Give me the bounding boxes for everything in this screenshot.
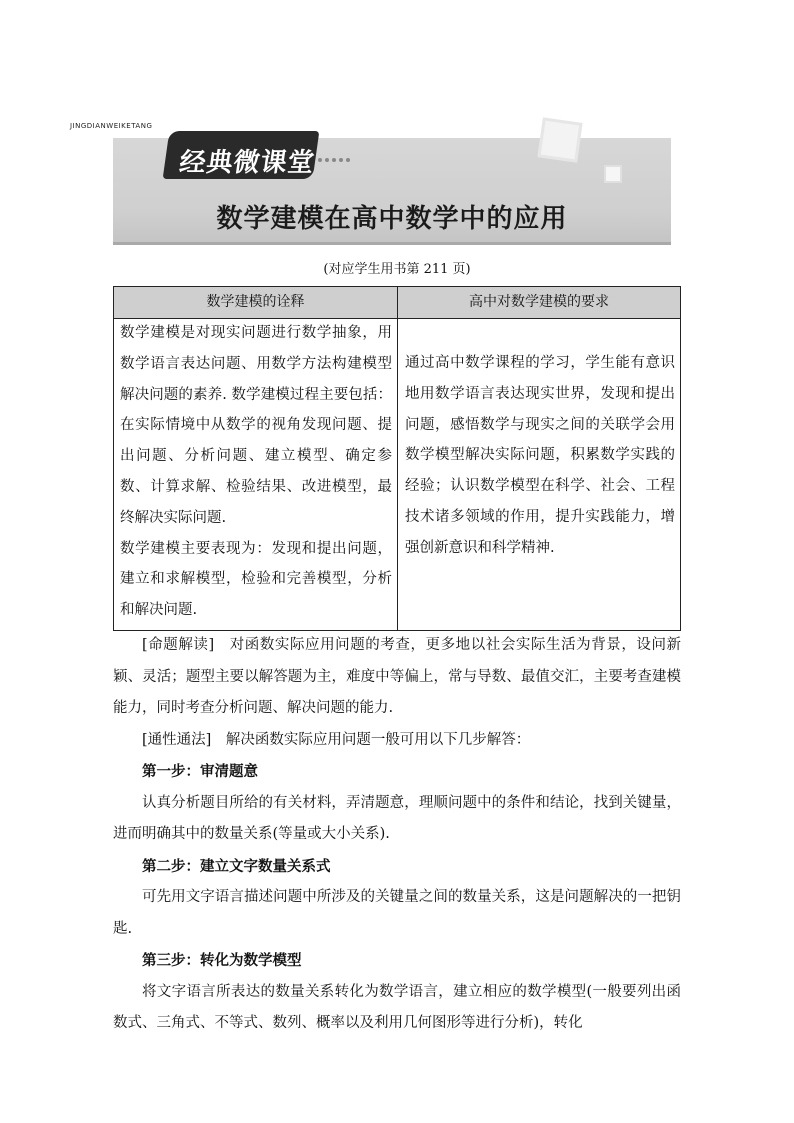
decorative-dots-icon [318,147,356,157]
step-2-text: 可先用文字语言描述问题中所涉及的关键量之间的数量关系，这是问题解决的一把钥匙. [113,889,681,937]
step-1-title: 第一步：审清题意 [142,763,258,780]
section-logo [138,104,318,194]
logo-text: 经典微课堂 [177,148,317,178]
banner-underline [113,242,671,245]
step-2-title: 第二步：建立文字数量关系式 [142,857,331,875]
decorative-square-small-icon [604,165,622,183]
table-cell-requirements [405,348,675,564]
table-cell-interpretation [120,318,392,626]
decorative-square-icon [537,117,582,162]
main-content [113,630,681,1040]
interpretation-paragraph-2: 数学建模主要表现为：发现和提出问题，建立和求解模型，检验和完善模型，分析和解决问题. [120,540,392,619]
general-method: [通性通法] 解决函数实际应用问题一般可用以下几步解答： [142,731,531,748]
page-title: 数学建模在高中数学中的应用 [216,204,568,234]
proposition-interpretation: [命题解读] 对函数实际应用问题的考查，更多地以社会实际生活为背景，设问新颖、灵活；题型主要以解答题为主，难度中等偏上，常与导数、最值交汇，主要考查建模能力，同时考查分析问题、解决问题的能力. [113,637,681,716]
step-3-text: 将文字语言所表达的数量关系转化为数学语言，建立相应的数学模型(一般要列出函数式、三角式、不等式、数列、概率以及利用几何图形等进行分析)，转化 [113,983,681,1031]
modeling-table [113,286,681,631]
step-1-text: 认真分析题目所给的有关材料，弄清题意，理顺问题中的条件和结论，找到关键量，进而明确其中的数量关系(等量或大小关系). [113,794,681,842]
interpretation-paragraph-1: 数学建模是对现实问题进行数学抽象，用数学语言表达问题、用数学方法构建模型解决问题的素养. 数学建模过程主要包括：在实际情境中从数学的视角发现问题、提出问题、分析问题、建立模型、确定参数、计算求解、检验结果、改进模型，最终解决实际问题. [120,325,392,526]
requirements-paragraph: 通过高中数学课程的学习，学生能有意识地用数学语言表达现实世界，发现和提出问题，感悟数学与现实之间的关联学会用数学模型解决实际问题，积累数学实践的经验；认识数学模型在科学、社会、工程技术诸多领域的作用，提升实践能力，增强创新意识和科学精神. [405,355,675,556]
step-3-title: 第三步：转化为数学模型 [142,952,302,969]
logo-pinyin: JINGDIANWEIKETANG [70,122,153,130]
table-column-divider [397,287,398,630]
table-header-requirements: 高中对数学建模的要求 [469,294,609,310]
book-reference: (对应学生用书第 211 页) [323,262,471,277]
table-header-interpretation: 数学建模的诠释 [206,294,305,310]
